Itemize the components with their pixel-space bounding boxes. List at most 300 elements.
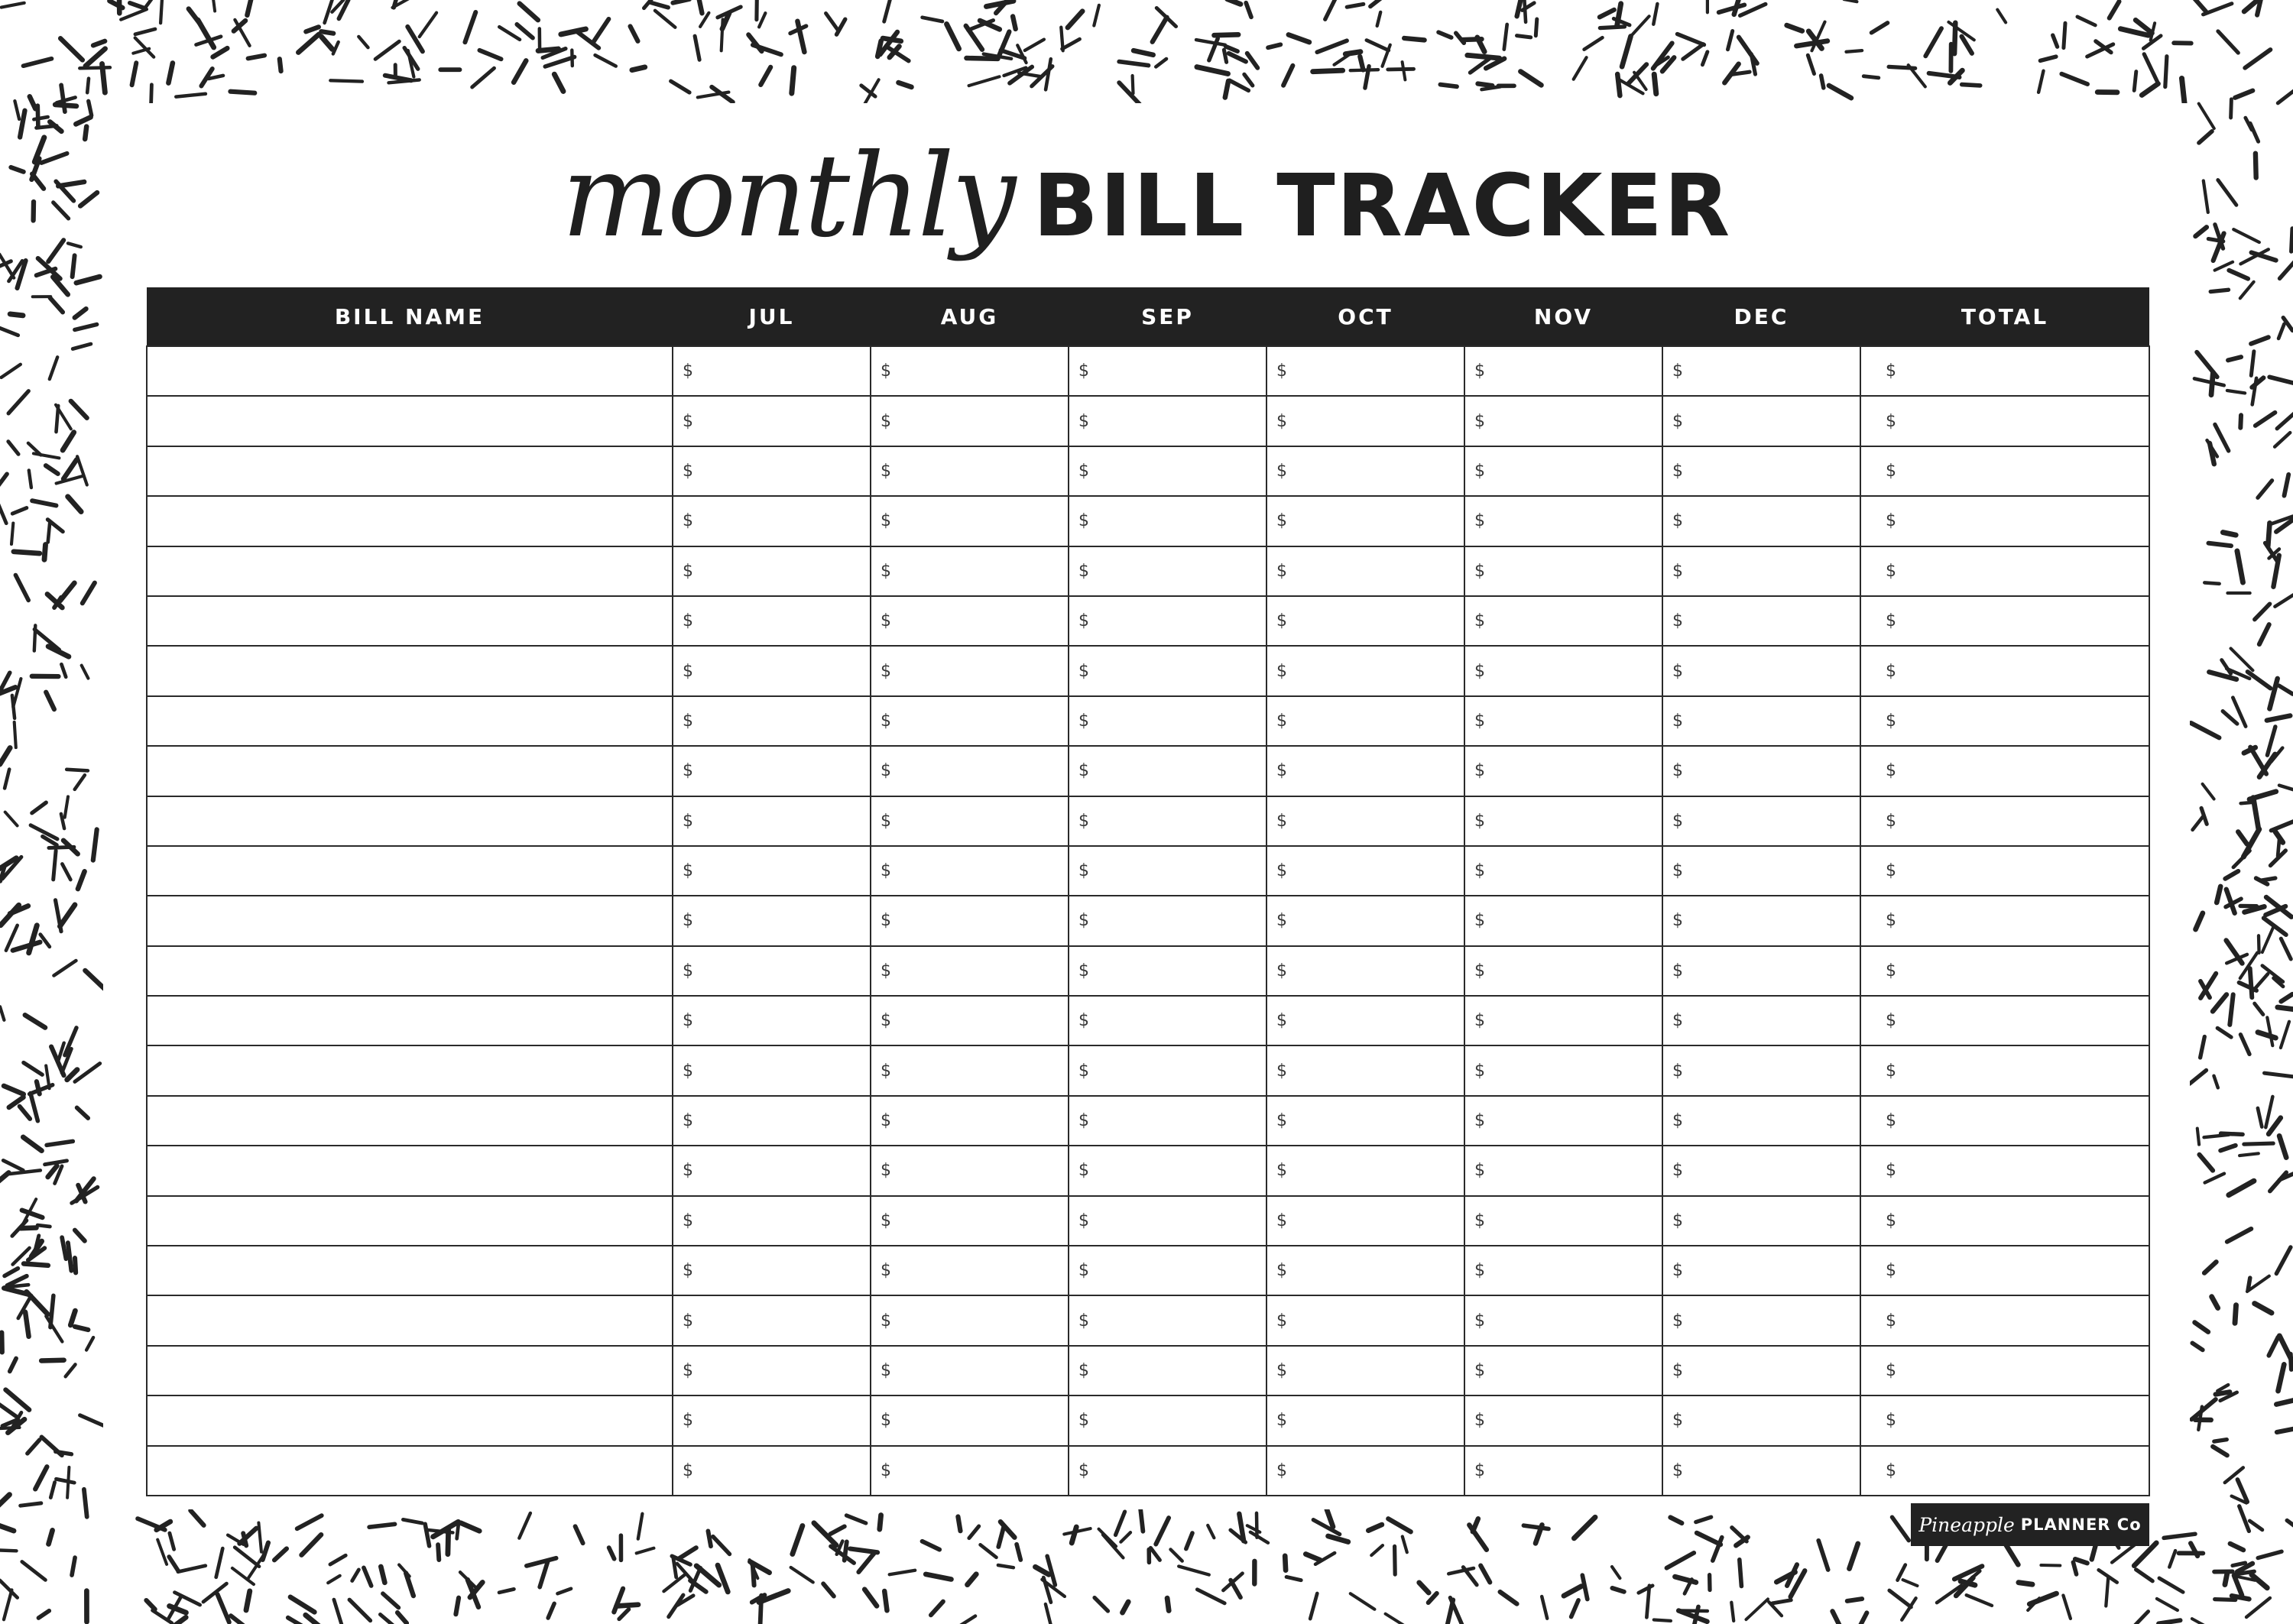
title-bold: BILL TRACKER <box>1033 157 1732 256</box>
amount-cell[interactable] <box>1662 546 1860 596</box>
amount-cell[interactable] <box>871 646 1069 695</box>
amount-cell[interactable] <box>1267 646 1464 695</box>
confetti-dash <box>966 58 997 59</box>
amount-cell[interactable] <box>1267 696 1464 746</box>
amount-cell[interactable] <box>871 1246 1069 1295</box>
confetti-dash <box>298 34 319 53</box>
table-row <box>147 1295 2149 1345</box>
amount-cell[interactable] <box>1662 1395 1860 1445</box>
confetti-dash <box>330 1555 345 1564</box>
bill-name-cell[interactable] <box>147 1246 673 1295</box>
confetti-dash <box>2270 1172 2286 1191</box>
bill-name-cell[interactable] <box>147 746 673 796</box>
amount-cell[interactable] <box>1662 346 1860 396</box>
total-cell[interactable] <box>1860 696 2149 746</box>
confetti-dash <box>1719 5 1745 12</box>
amount-cell[interactable] <box>1267 846 1464 896</box>
amount-cell[interactable] <box>1267 1246 1464 1295</box>
amount-cell[interactable] <box>1267 1196 1464 1246</box>
amount-cell[interactable] <box>1069 1045 1267 1095</box>
amount-cell[interactable] <box>1267 1295 1464 1345</box>
currency-symbol: $ <box>1276 461 1287 481</box>
amount-cell[interactable] <box>673 1146 871 1195</box>
confetti-dash <box>846 1515 865 1523</box>
confetti-dash <box>673 0 689 3</box>
amount-cell[interactable] <box>871 946 1069 996</box>
amount-cell[interactable] <box>1464 546 1662 596</box>
amount-cell[interactable] <box>673 696 871 746</box>
confetti-dash <box>13 679 21 707</box>
amount-cell[interactable] <box>1464 946 1662 996</box>
bill-name-cell[interactable] <box>147 1295 673 1345</box>
confetti-dash <box>385 76 411 81</box>
amount-cell[interactable] <box>1267 496 1464 546</box>
bill-name-cell[interactable] <box>147 1446 673 1496</box>
currency-symbol: $ <box>1672 1361 1683 1380</box>
amount-cell[interactable] <box>1267 546 1464 596</box>
table-row <box>147 1196 2149 1246</box>
confetti-dash <box>2251 337 2269 344</box>
confetti-dash <box>1062 39 1080 49</box>
amount-cell[interactable] <box>673 1346 871 1395</box>
total-cell[interactable] <box>1860 946 2149 996</box>
amount-cell[interactable] <box>1464 1295 1662 1345</box>
confetti-dash <box>2209 543 2232 546</box>
amount-cell[interactable] <box>673 446 871 496</box>
currency-symbol: $ <box>683 1011 693 1031</box>
confetti-dash <box>2280 261 2293 279</box>
amount-cell[interactable] <box>871 896 1069 945</box>
confetti-dash <box>397 1613 407 1623</box>
amount-cell[interactable] <box>871 1146 1069 1195</box>
total-cell[interactable] <box>1860 396 2149 446</box>
bill-name-cell[interactable] <box>147 596 673 646</box>
total-cell[interactable] <box>1860 996 2149 1045</box>
confetti-dash <box>13 942 41 951</box>
confetti-dash <box>31 1094 38 1121</box>
currency-symbol: $ <box>683 511 693 531</box>
amount-cell[interactable] <box>1069 1446 1267 1496</box>
amount-cell[interactable] <box>1662 1196 1860 1246</box>
currency-symbol: $ <box>1276 1161 1287 1181</box>
currency-symbol: $ <box>881 1411 891 1431</box>
confetti-dash <box>246 1591 250 1610</box>
amount-cell[interactable] <box>1069 546 1267 596</box>
confetti-dash <box>1197 1590 1224 1603</box>
confetti-dash <box>1697 1533 1721 1545</box>
bill-name-cell[interactable] <box>147 396 673 446</box>
total-cell[interactable] <box>1860 646 2149 695</box>
total-cell[interactable] <box>1860 446 2149 496</box>
confetti-dash <box>8 391 28 413</box>
amount-cell[interactable] <box>1069 846 1267 896</box>
amount-cell[interactable] <box>673 996 871 1045</box>
confetti-dash <box>47 1141 73 1145</box>
amount-cell[interactable] <box>1267 1045 1464 1095</box>
amount-cell[interactable] <box>1464 846 1662 896</box>
confetti-dash <box>0 1495 9 1512</box>
amount-cell[interactable] <box>1464 1346 1662 1395</box>
amount-cell[interactable] <box>673 796 871 846</box>
amount-cell[interactable] <box>673 896 871 945</box>
amount-cell[interactable] <box>871 846 1069 896</box>
amount-cell[interactable] <box>1662 846 1860 896</box>
currency-symbol: $ <box>683 561 693 581</box>
bill-name-cell[interactable] <box>147 546 673 596</box>
amount-cell[interactable] <box>871 1295 1069 1345</box>
amount-cell[interactable] <box>673 1045 871 1095</box>
amount-cell[interactable] <box>871 596 1069 646</box>
amount-cell[interactable] <box>673 1295 871 1345</box>
total-cell[interactable] <box>1860 1346 2149 1395</box>
amount-cell[interactable] <box>1267 446 1464 496</box>
amount-cell[interactable] <box>1069 1096 1267 1146</box>
confetti-dash <box>218 1594 229 1622</box>
amount-cell[interactable] <box>1662 1346 1860 1395</box>
bill-name-cell[interactable] <box>147 1045 673 1095</box>
confetti-dash <box>793 1526 803 1554</box>
amount-cell[interactable] <box>1464 446 1662 496</box>
currency-symbol: $ <box>1276 711 1287 731</box>
amount-cell[interactable] <box>871 1196 1069 1246</box>
amount-cell[interactable] <box>1069 746 1267 796</box>
confetti-dash <box>1600 10 1614 18</box>
total-cell[interactable] <box>1860 796 2149 846</box>
bill-name-cell[interactable] <box>147 1395 673 1445</box>
bill-name-cell[interactable] <box>147 1346 673 1395</box>
confetti-dash <box>190 1511 203 1525</box>
amount-cell[interactable] <box>1662 696 1860 746</box>
amount-cell[interactable] <box>871 446 1069 496</box>
confetti-dash <box>2252 974 2268 991</box>
confetti-dash <box>1847 1599 1863 1601</box>
confetti-dash <box>1612 1588 1623 1592</box>
confetti-dash <box>25 1312 29 1337</box>
total-cell[interactable] <box>1860 746 2149 796</box>
confetti-dash <box>2277 412 2293 429</box>
confetti-dash <box>2281 994 2292 1002</box>
amount-cell[interactable] <box>1267 996 1464 1045</box>
total-cell[interactable] <box>1860 896 2149 945</box>
amount-cell[interactable] <box>1464 1446 1662 1496</box>
amount-cell[interactable] <box>871 1346 1069 1395</box>
amount-cell[interactable] <box>1069 696 1267 746</box>
currency-symbol: $ <box>1078 1361 1089 1380</box>
amount-cell[interactable] <box>1464 1246 1662 1295</box>
amount-cell[interactable] <box>1662 996 1860 1045</box>
confetti-dash <box>2251 352 2254 376</box>
confetti-dash <box>2169 1551 2175 1567</box>
currency-symbol: $ <box>881 1111 891 1131</box>
amount-cell[interactable] <box>673 846 871 896</box>
amount-cell[interactable] <box>1662 496 1860 546</box>
confetti-dash <box>8 442 18 455</box>
amount-cell[interactable] <box>1069 1246 1267 1295</box>
amount-cell[interactable] <box>1662 1295 1860 1345</box>
amount-cell[interactable] <box>673 496 871 546</box>
amount-cell[interactable] <box>1464 1146 1662 1195</box>
currency-symbol: $ <box>1474 361 1485 381</box>
total-cell[interactable] <box>1860 1295 2149 1345</box>
total-cell[interactable] <box>1860 596 2149 646</box>
amount-cell[interactable] <box>1662 446 1860 496</box>
confetti-dash <box>926 1574 951 1580</box>
total-cell[interactable] <box>1860 546 2149 596</box>
currency-symbol: $ <box>1886 1211 1896 1230</box>
total-cell[interactable] <box>1860 1446 2149 1496</box>
confetti-dash <box>24 59 52 66</box>
confetti-dash <box>46 692 54 709</box>
amount-cell[interactable] <box>1464 1196 1662 1246</box>
confetti-dash <box>381 1567 384 1583</box>
amount-cell[interactable] <box>1069 346 1267 396</box>
bill-name-cell[interactable] <box>147 996 673 1045</box>
amount-cell[interactable] <box>1464 346 1662 396</box>
currency-symbol: $ <box>1672 511 1683 531</box>
confetti-dash <box>2278 1364 2285 1391</box>
amount-cell[interactable] <box>871 696 1069 746</box>
amount-cell[interactable] <box>871 796 1069 846</box>
currency-symbol: $ <box>1276 911 1287 931</box>
amount-cell[interactable] <box>1267 896 1464 945</box>
total-cell[interactable] <box>1860 1395 2149 1445</box>
confetti-dash <box>84 1489 87 1517</box>
amount-cell[interactable] <box>1662 796 1860 846</box>
amount-cell[interactable] <box>1267 1395 1464 1445</box>
confetti-dash <box>0 1006 4 1019</box>
confetti-dash <box>1317 41 1347 52</box>
bill-name-cell[interactable] <box>147 496 673 546</box>
bill-name-cell[interactable] <box>147 896 673 945</box>
confetti-dash <box>2019 1583 2032 1585</box>
amount-cell[interactable] <box>1069 896 1267 945</box>
confetti-dash <box>1371 1545 1383 1555</box>
amount-cell[interactable] <box>1464 896 1662 945</box>
confetti-dash <box>651 3 668 8</box>
amount-cell[interactable] <box>1662 946 1860 996</box>
confetti-dash <box>931 1602 943 1616</box>
amount-cell[interactable] <box>1464 396 1662 446</box>
amount-cell[interactable] <box>871 396 1069 446</box>
amount-cell[interactable] <box>871 496 1069 546</box>
confetti-dash <box>2193 817 2203 830</box>
amount-cell[interactable] <box>673 1196 871 1246</box>
amount-cell[interactable] <box>673 1096 871 1146</box>
bill-name-cell[interactable] <box>147 1196 673 1246</box>
amount-cell[interactable] <box>673 546 871 596</box>
confetti-dash <box>1285 1556 1286 1571</box>
total-cell[interactable] <box>1860 1045 2149 1095</box>
amount-cell[interactable] <box>1662 746 1860 796</box>
amount-cell[interactable] <box>673 746 871 796</box>
amount-cell[interactable] <box>1464 1096 1662 1146</box>
confetti-dash <box>696 1566 719 1585</box>
amount-cell[interactable] <box>1069 1346 1267 1395</box>
table-row <box>147 1395 2149 1445</box>
currency-symbol: $ <box>1672 1011 1683 1031</box>
confetti-dash <box>554 74 563 91</box>
confetti-dash <box>1388 1519 1410 1532</box>
amount-cell[interactable] <box>871 996 1069 1045</box>
bill-name-cell[interactable] <box>147 1146 673 1195</box>
amount-cell[interactable] <box>1464 746 1662 796</box>
amount-cell[interactable] <box>1662 896 1860 945</box>
amount-cell[interactable] <box>1464 596 1662 646</box>
amount-cell[interactable] <box>1069 1395 1267 1445</box>
bill-name-cell[interactable] <box>147 946 673 996</box>
amount-cell[interactable] <box>1267 796 1464 846</box>
amount-cell[interactable] <box>673 1246 871 1295</box>
confetti-dash <box>37 1081 40 1094</box>
amount-cell[interactable] <box>1464 496 1662 546</box>
amount-cell[interactable] <box>1267 346 1464 396</box>
amount-cell[interactable] <box>1464 996 1662 1045</box>
confetti-dash <box>37 105 38 128</box>
confetti-dash <box>2142 84 2158 96</box>
amount-cell[interactable] <box>871 346 1069 396</box>
amount-cell[interactable] <box>1267 946 1464 996</box>
total-cell[interactable] <box>1860 1096 2149 1146</box>
amount-cell[interactable] <box>1267 1096 1464 1146</box>
confetti-dash <box>76 117 90 124</box>
currency-symbol: $ <box>881 1161 891 1181</box>
currency-symbol: $ <box>1276 611 1287 631</box>
bill-name-cell[interactable] <box>147 696 673 746</box>
amount-cell[interactable] <box>1662 1045 1860 1095</box>
confetti-dash <box>1574 1517 1595 1538</box>
amount-cell[interactable] <box>1069 996 1267 1045</box>
confetti-dash <box>1938 1544 1947 1561</box>
confetti-dash <box>10 1170 41 1174</box>
amount-cell[interactable] <box>1464 1045 1662 1095</box>
confetti-dash <box>2279 786 2293 791</box>
confetti-dash <box>1133 76 1134 93</box>
confetti-dash <box>50 357 57 379</box>
total-cell[interactable] <box>1860 1246 2149 1295</box>
amount-cell[interactable] <box>1662 596 1860 646</box>
amount-cell[interactable] <box>871 746 1069 796</box>
amount-cell[interactable] <box>1267 746 1464 796</box>
amount-cell[interactable] <box>1267 596 1464 646</box>
table-row <box>147 796 2149 846</box>
amount-cell[interactable] <box>1267 1346 1464 1395</box>
amount-cell[interactable] <box>1267 1446 1464 1496</box>
currency-symbol: $ <box>1672 1261 1683 1281</box>
confetti-dash <box>41 1360 63 1361</box>
confetti-dash <box>2201 1037 2205 1058</box>
bill-name-cell[interactable] <box>147 446 673 496</box>
amount-cell[interactable] <box>1069 1196 1267 1246</box>
amount-cell[interactable] <box>1464 696 1662 746</box>
confetti-dash <box>1617 74 1620 96</box>
table-row <box>147 1146 2149 1195</box>
currency-symbol: $ <box>1672 461 1683 481</box>
amount-cell[interactable] <box>673 646 871 695</box>
bill-name-cell[interactable] <box>147 796 673 846</box>
amount-cell[interactable] <box>1069 496 1267 546</box>
col-header-aug: AUG <box>871 287 1069 346</box>
total-cell[interactable] <box>1860 346 2149 396</box>
confetti-dash <box>1305 1554 1320 1561</box>
confetti-dash <box>189 9 200 24</box>
amount-cell[interactable] <box>1464 796 1662 846</box>
amount-cell[interactable] <box>1464 1395 1662 1445</box>
amount-cell[interactable] <box>1662 396 1860 446</box>
confetti-dash <box>248 56 265 59</box>
amount-cell[interactable] <box>1662 1096 1860 1146</box>
amount-cell[interactable] <box>871 1446 1069 1496</box>
total-cell[interactable] <box>1860 1196 2149 1246</box>
confetti-dash <box>864 1590 877 1606</box>
confetti-dash <box>258 1523 261 1552</box>
amount-cell[interactable] <box>673 596 871 646</box>
amount-cell[interactable] <box>871 1395 1069 1445</box>
col-header-dec: DEC <box>1662 287 1860 346</box>
bill-name-cell[interactable] <box>147 646 673 695</box>
currency-symbol: $ <box>1078 1460 1089 1480</box>
amount-cell[interactable] <box>1069 1146 1267 1195</box>
amount-cell[interactable] <box>673 1446 871 1496</box>
amount-cell[interactable] <box>1267 1146 1464 1195</box>
amount-cell[interactable] <box>1464 646 1662 695</box>
bill-name-cell[interactable] <box>147 846 673 896</box>
currency-symbol: $ <box>881 711 891 731</box>
currency-symbol: $ <box>1886 1261 1896 1281</box>
currency-symbol: $ <box>1672 1061 1683 1081</box>
confetti-dash <box>2276 1247 2291 1274</box>
total-cell[interactable] <box>1860 1146 2149 1195</box>
confetti-dash <box>850 1549 877 1553</box>
amount-cell[interactable] <box>1069 796 1267 846</box>
amount-cell[interactable] <box>1069 396 1267 446</box>
amount-cell[interactable] <box>871 1045 1069 1095</box>
bill-name-cell[interactable] <box>147 1096 673 1146</box>
confetti-dash <box>438 1545 439 1560</box>
amount-cell[interactable] <box>1069 946 1267 996</box>
confetti-dash <box>50 298 63 313</box>
confetti-dash <box>2157 1599 2178 1610</box>
amount-cell[interactable] <box>871 546 1069 596</box>
amount-cell[interactable] <box>673 946 871 996</box>
amount-cell[interactable] <box>1662 646 1860 695</box>
amount-cell[interactable] <box>673 346 871 396</box>
confetti-dash <box>381 1615 394 1624</box>
confetti-dash <box>1462 39 1481 40</box>
total-cell[interactable] <box>1860 496 2149 546</box>
amount-cell[interactable] <box>871 1096 1069 1146</box>
confetti-dash <box>2220 1146 2236 1151</box>
confetti-dash <box>78 871 85 889</box>
title-script: monthly <box>561 130 1014 263</box>
amount-cell[interactable] <box>673 396 871 446</box>
confetti-dash <box>2223 533 2236 536</box>
confetti-dash <box>75 1064 100 1082</box>
confetti-dash <box>2221 1133 2243 1134</box>
amount-cell[interactable] <box>1069 1295 1267 1345</box>
bill-name-cell[interactable] <box>147 346 673 396</box>
amount-cell[interactable] <box>1662 1446 1860 1496</box>
amount-cell[interactable] <box>1662 1246 1860 1295</box>
confetti-dash <box>858 1554 874 1572</box>
amount-cell[interactable] <box>1267 396 1464 446</box>
amount-cell[interactable] <box>673 1395 871 1445</box>
amount-cell[interactable] <box>1069 446 1267 496</box>
amount-cell[interactable] <box>1662 1146 1860 1195</box>
total-cell[interactable] <box>1860 846 2149 896</box>
confetti-dash <box>407 27 423 51</box>
amount-cell[interactable] <box>1069 646 1267 695</box>
amount-cell[interactable] <box>1069 596 1267 646</box>
